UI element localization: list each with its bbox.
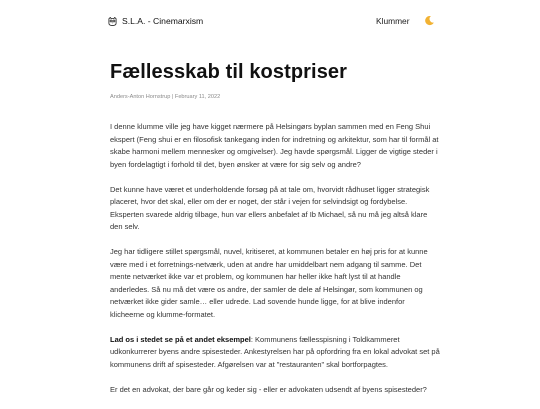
- post-date: February 11, 2022: [174, 94, 221, 100]
- paragraph: Det kunne have været et underholdende forsøg på at tale om, hvorvidt rådhuset ligger strategisk placeret, hvor det skal, eller om der er noget, der står i vejen for selvindsigt og fordybelse. Eksperten svarede aldrig tilbage, hun var ellers anbefalet af Ib Michael, så nu må jeg altså klare den selv.: [110, 184, 430, 231]
- paragraph: Jeg har tidligere stillet spørgsmål, nuvel, kritiseret, at kommunen betaler en høj pris for at kunne være med i et forretnings-netværk, uden at andre har umiddelbart nem adgang til samme. Det mente netværket ikke var et problem, og kommunen har heller ikke haft lyst til at handle anderledes. Så nu må det være os andre, der samler de dele af Helsingør, som kommunen og netværket ikke gider samle… eller udrede. Lad sovende hunde ligge, for at blive indenfor klicheerne og klumme-formatet.: [110, 247, 428, 319]
- post-content: [110, 121, 440, 396]
- post-author: Anders-Anton Hornstrup: [110, 94, 171, 100]
- meta-separator: |: [171, 94, 174, 100]
- article: [110, 60, 440, 409]
- post-title: Fællesskab til kostpriser: [110, 61, 348, 83]
- moon-icon[interactable]: [424, 15, 435, 26]
- site-logo-link[interactable]: [108, 16, 203, 26]
- example-heading: Lad os i stedet se på et andet eksempel: [110, 334, 251, 344]
- paragraph: I denne klumme ville jeg have kigget nærmere på Helsingørs byplan sammen med en Feng Shui ekspert (Feng shui er en filosofisk tankegang inden for indretning og arkitektur, som har til formål at skabe harmoni mellem mennesker og omgivelser). Jeg havde spørgsmål. Ligger de vigtige steder i byen fordelagtigt i forhold til det, byen ønsker at være for sig selv og andre?: [110, 122, 439, 169]
- site-header: [0, 0, 540, 46]
- post-meta: [110, 94, 440, 100]
- site-title: S.L.A. - Cinemarxism: [122, 16, 204, 26]
- nav-link-klummer[interactable]: Klummer: [376, 16, 410, 26]
- owl-icon: [108, 17, 117, 26]
- paragraph: Er det en advokat, der bare går og keder sig - eller er advokaten udsendt af byens spisesteder?: [110, 384, 427, 394]
- example-text: : Kommunens fællesspisning i Toldkammeret udkonkurrerer byens andre spisesteder. Ankestyrelsen har på opfordring fra en lokal advokat set på kommunens drift af spisesteder. Afgørelsen var at "restauranten" skal bortforpagtes.: [110, 334, 440, 369]
- paragraph-example: [110, 334, 440, 372]
